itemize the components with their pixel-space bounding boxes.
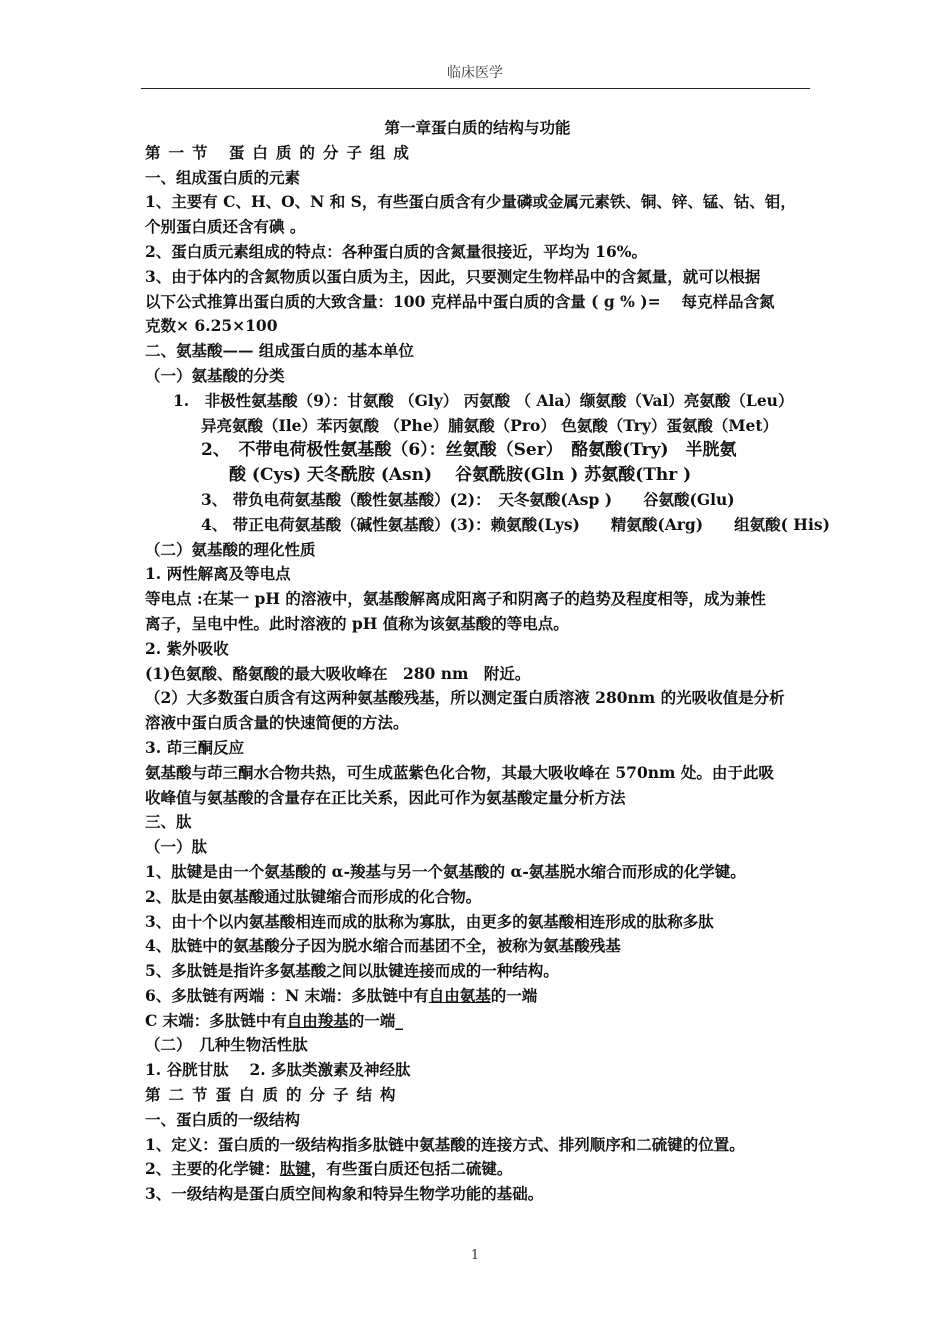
text-run: ，有些蛋白质还包括二硫键。 [310,1159,513,1179]
paragraph-line: (1)色氨酸、酪氨酸的最大吸收峰在 280 nm 附近。 [145,663,531,683]
subsection-heading: （一）氨基酸的分类 [145,365,285,385]
chapter-title: 第一章蛋白质的结构与功能 [384,118,571,137]
text-run: 2、主要的化学键： [145,1159,280,1179]
document-body [145,116,830,1207]
list-item: 3、 带负电荷氨基酸（酸性氨基酸）(2)： 天冬氨酸(Asp ) 谷氨酸(Glu) [201,489,735,509]
paragraph-line: 以下公式推算出蛋白质的大致含量：100 克样品中蛋白质的含量 ( g % )= 每克样品含氮 [145,291,775,311]
paragraph-line: 1、肽键是由一个氨基酸的 α-羧基与另一个氨基酸的 α-氨基脱水缩合而形成的化学键。 [145,861,746,881]
paragraph-line: 3、由十个以内氨基酸相连而成的肽称为寡肽，由更多的氨基酸相连形成的肽称多肽 [145,911,714,931]
underlined-term: 肽键 [279,1159,311,1179]
section-title: 第二节蛋白质的分子结构 [145,1085,404,1105]
subsection-title: 一、蛋白质的一级结构 [145,1109,301,1129]
subsection-heading: （一）肽 [145,837,208,857]
page-number: 1 [470,1248,480,1263]
paragraph-line: 1、主要有 C、H、O、N 和 S，有些蛋白质含有少量磷或金属元素铁、铜、锌、锰、钴、钼， [145,192,796,212]
subsection-title: 三、肽 [145,812,192,832]
paragraph-line: 2、蛋白质元素组成的特点：各种蛋白质的含氮量很接近，平均为 16%。 [145,241,647,261]
paragraph-line: 3、由于体内的含氮物质以蛋白质为主，因此，只要测定生物样品中的含氮量，就可以根据 [145,266,761,286]
text-run: C 末端：多肽链中有 [145,1010,287,1030]
list-item: 4、 带正电荷氨基酸（碱性氨基酸）(3)：赖氨酸(Lys) 精氨酸(Arg) 组氨酸( His) [201,514,830,534]
paragraph-line: 个别蛋白质还含有碘 。 [145,217,306,237]
list-item: 2、 不带电荷极性氨基酸（6）：丝氨酸（Ser） 酪氨酸(Try) 半胱氨 [201,440,737,461]
item-heading: 1. 两性解离及等电点 [145,564,291,584]
header-rule [141,88,810,89]
underlined-term: 自由氨基 [428,985,491,1005]
paragraph-line: 离子，呈电中性。此时溶液的 pH 值称为该氨基酸的等电点。 [145,613,569,633]
text-run: 6、多肽链有两端 ：N 末端：多肽链中有 [145,985,429,1005]
paragraph-line: 4、肽链中的氨基酸分子因为脱水缩合而基团不全，被称为氨基酸残基 [145,936,621,956]
paragraph-line [145,984,810,1009]
paragraph-line [145,1157,810,1182]
subsection-heading: （二）氨基酸的理化性质 [145,539,316,559]
list-item-continued: 酸 (Cys) 天冬酰胺 (Asn) 谷氨酰胺(Gln ) 苏氨酸(Thr ) [229,465,692,486]
list-item-continued: 异亮氨酸（Ile）苯丙氨酸 （Phe）脯氨酸（Pro） 色氨酸（Try）蛋氨酸（Met） [201,415,778,435]
paragraph-line: 2、肽是由氨基酸通过肽键缩合而形成的化合物。 [145,886,482,906]
paragraph-line: （2）大多数蛋白质含有这两种氨基酸残基，所以测定蛋白质溶液 280nm 的光吸收值是分析 [145,688,785,708]
text-run: 的一端 [490,985,538,1005]
paragraph-line: 克数× 6.25×100 [145,316,278,336]
paragraph-line: 等电点 :在某一 pH 的溶液中，氨基酸解离成阳离子和阴离子的趋势及程度相等，成为兼性 [145,589,766,609]
subsection-title: 一、组成蛋白质的元素 [145,167,301,187]
subsection-title: 二、氨基酸—— 组成蛋白质的基本单位 [145,341,414,361]
page-header: 临床医学 [447,65,503,81]
item-heading: 3. 茚三酮反应 [145,737,245,757]
text-run: 的一端_ [348,1010,404,1030]
paragraph-line: 1. 谷胱甘肽 2. 多肽类激素及神经肽 [145,1060,411,1080]
paragraph-line: 收峰值与氨基酸的含量存在正比关系，因此可作为氨基酸定量分析方法 [145,787,626,807]
subsection-heading: （二） 几种生物活性肽 [145,1035,308,1055]
paragraph-line: 3、一级结构是蛋白质空间构象和特异生物学功能的基础。 [145,1184,544,1204]
section-title: 第一节 蛋白质的分子组成 [145,142,417,162]
paragraph-line: 1、定义：蛋白质的一级结构指多肽链中氨基酸的连接方式、排列顺序和二硫键的位置。 [145,1134,745,1154]
item-heading: 2. 紫外吸收 [145,638,229,658]
paragraph-line [145,1009,810,1034]
paragraph-line: 溶液中蛋白质含量的快速简便的方法。 [145,713,409,733]
paragraph-line: 氨基酸与茚三酮水合物共热，可生成蓝紫色化合物，其最大吸收峰在 570nm 处。由于此吸 [145,762,774,782]
list-item: 1. 非极性氨基酸（9）：甘氨酸 （Gly） 丙氨酸 （ Ala）缬氨酸（Val）亮氨酸（Leu） [173,390,794,410]
underlined-term: 自由羧基 [286,1010,349,1030]
paragraph-line: 5、多肽链是指许多氨基酸之间以肽键连接而成的一种结构。 [145,961,559,981]
